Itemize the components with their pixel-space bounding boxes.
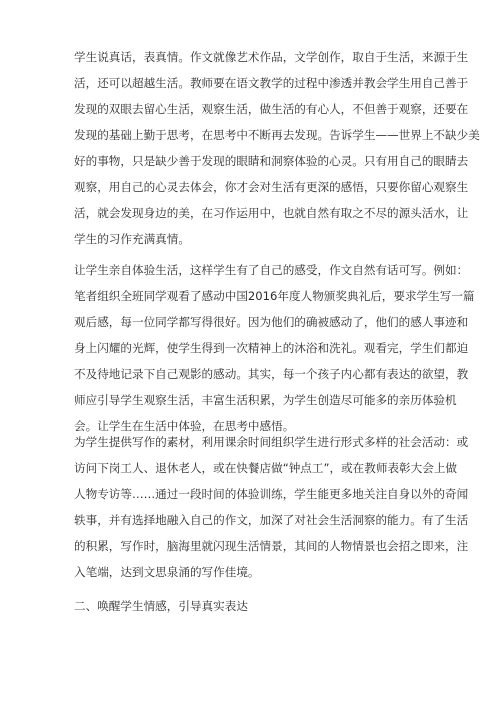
text-line: 不及待地记录下自己观影的感动。其实，每一个孩子内心都有表达的欲望，教: [74, 367, 469, 381]
section-heading: [74, 593, 434, 619]
text-line: 入笔端，达到文思泉涌的写作佳境。: [74, 565, 260, 579]
text-line: 学生的习作充满真情。: [74, 232, 190, 246]
paragraph-life-observation: [74, 44, 480, 252]
text-line: 访问下岗工人、退休老人，或在快餐店做“钟点工”，或在教师表彰大会上做: [74, 461, 458, 475]
text-line: 发现的基础上勤于思考，在思考中不断再去发现。告诉学生——世界上不缺少美: [74, 128, 480, 142]
paragraph-experience-life: [74, 257, 475, 439]
text-line: 身上闪耀的光辉，使学生得到一次精神上的沐浴和洗礼。观看完，学生们都迫: [74, 341, 469, 355]
text-line: 人物专访等……通过一段时间的体验训练，学生能更多地关注自身以外的奇闻: [74, 487, 469, 501]
text-line: 会。让学生在生活中体验，在思考中感悟。: [74, 419, 295, 433]
text-line: 活，还可以超越生活。教师要在语文教学的过程中渗透并教会学生用自己善于: [74, 76, 469, 90]
text-line: 好的事物，只是缺少善于发现的眼睛和洞察体验的心灵。只有用自己的眼睛去: [74, 154, 469, 168]
paragraph-writing-materials: [74, 429, 469, 585]
text-line: 发现的双眼去留心生活，观察生活，做生活的有心人，不但善于观察，还要在: [74, 102, 469, 116]
text-line: 师应引导学生观察生活，丰富生活积累，为学生创造尽可能多的亲历体验机: [74, 393, 457, 407]
text-line: 学生说真话，表真情。作文就像艺术作品，文学创作，取自于生活，来源于生: [74, 50, 469, 64]
text-line: 笔者组织全班同学观看了感动中国2016年度人物颁奖典礼后，要求学生写一篇: [74, 289, 475, 303]
text-line: 活，就会发现身边的美，在习作运用中，也就自然有取之不尽的源头活水，让: [74, 206, 469, 220]
text-line: 观后感，每一位同学都写得很好。因为他们的确被感动了，他们的感人事迹和: [74, 315, 469, 329]
text-line: 观察，用自己的心灵去体会，你才会对生活有更深的感悟，只要你留心观察生: [74, 180, 469, 194]
text-line: 轶事，并有选择地融入自己的作文，加深了对社会生活洞察的能力。有了生活: [74, 513, 469, 527]
text-line: 的积累，写作时，脑海里就闪现生活情景，其间的人物情景也会招之即来，注: [74, 539, 469, 553]
text-line: 为学生提供写作的素材，利用课余时间组织学生进行形式多样的社会活动：或: [74, 435, 469, 449]
text-line: 让学生亲自体验生活，这样学生有了自己的感受，作文自然有话可写。例如：: [74, 263, 469, 277]
section-heading-text: 二、唤醒学生情感，引导真实表达: [74, 599, 248, 613]
